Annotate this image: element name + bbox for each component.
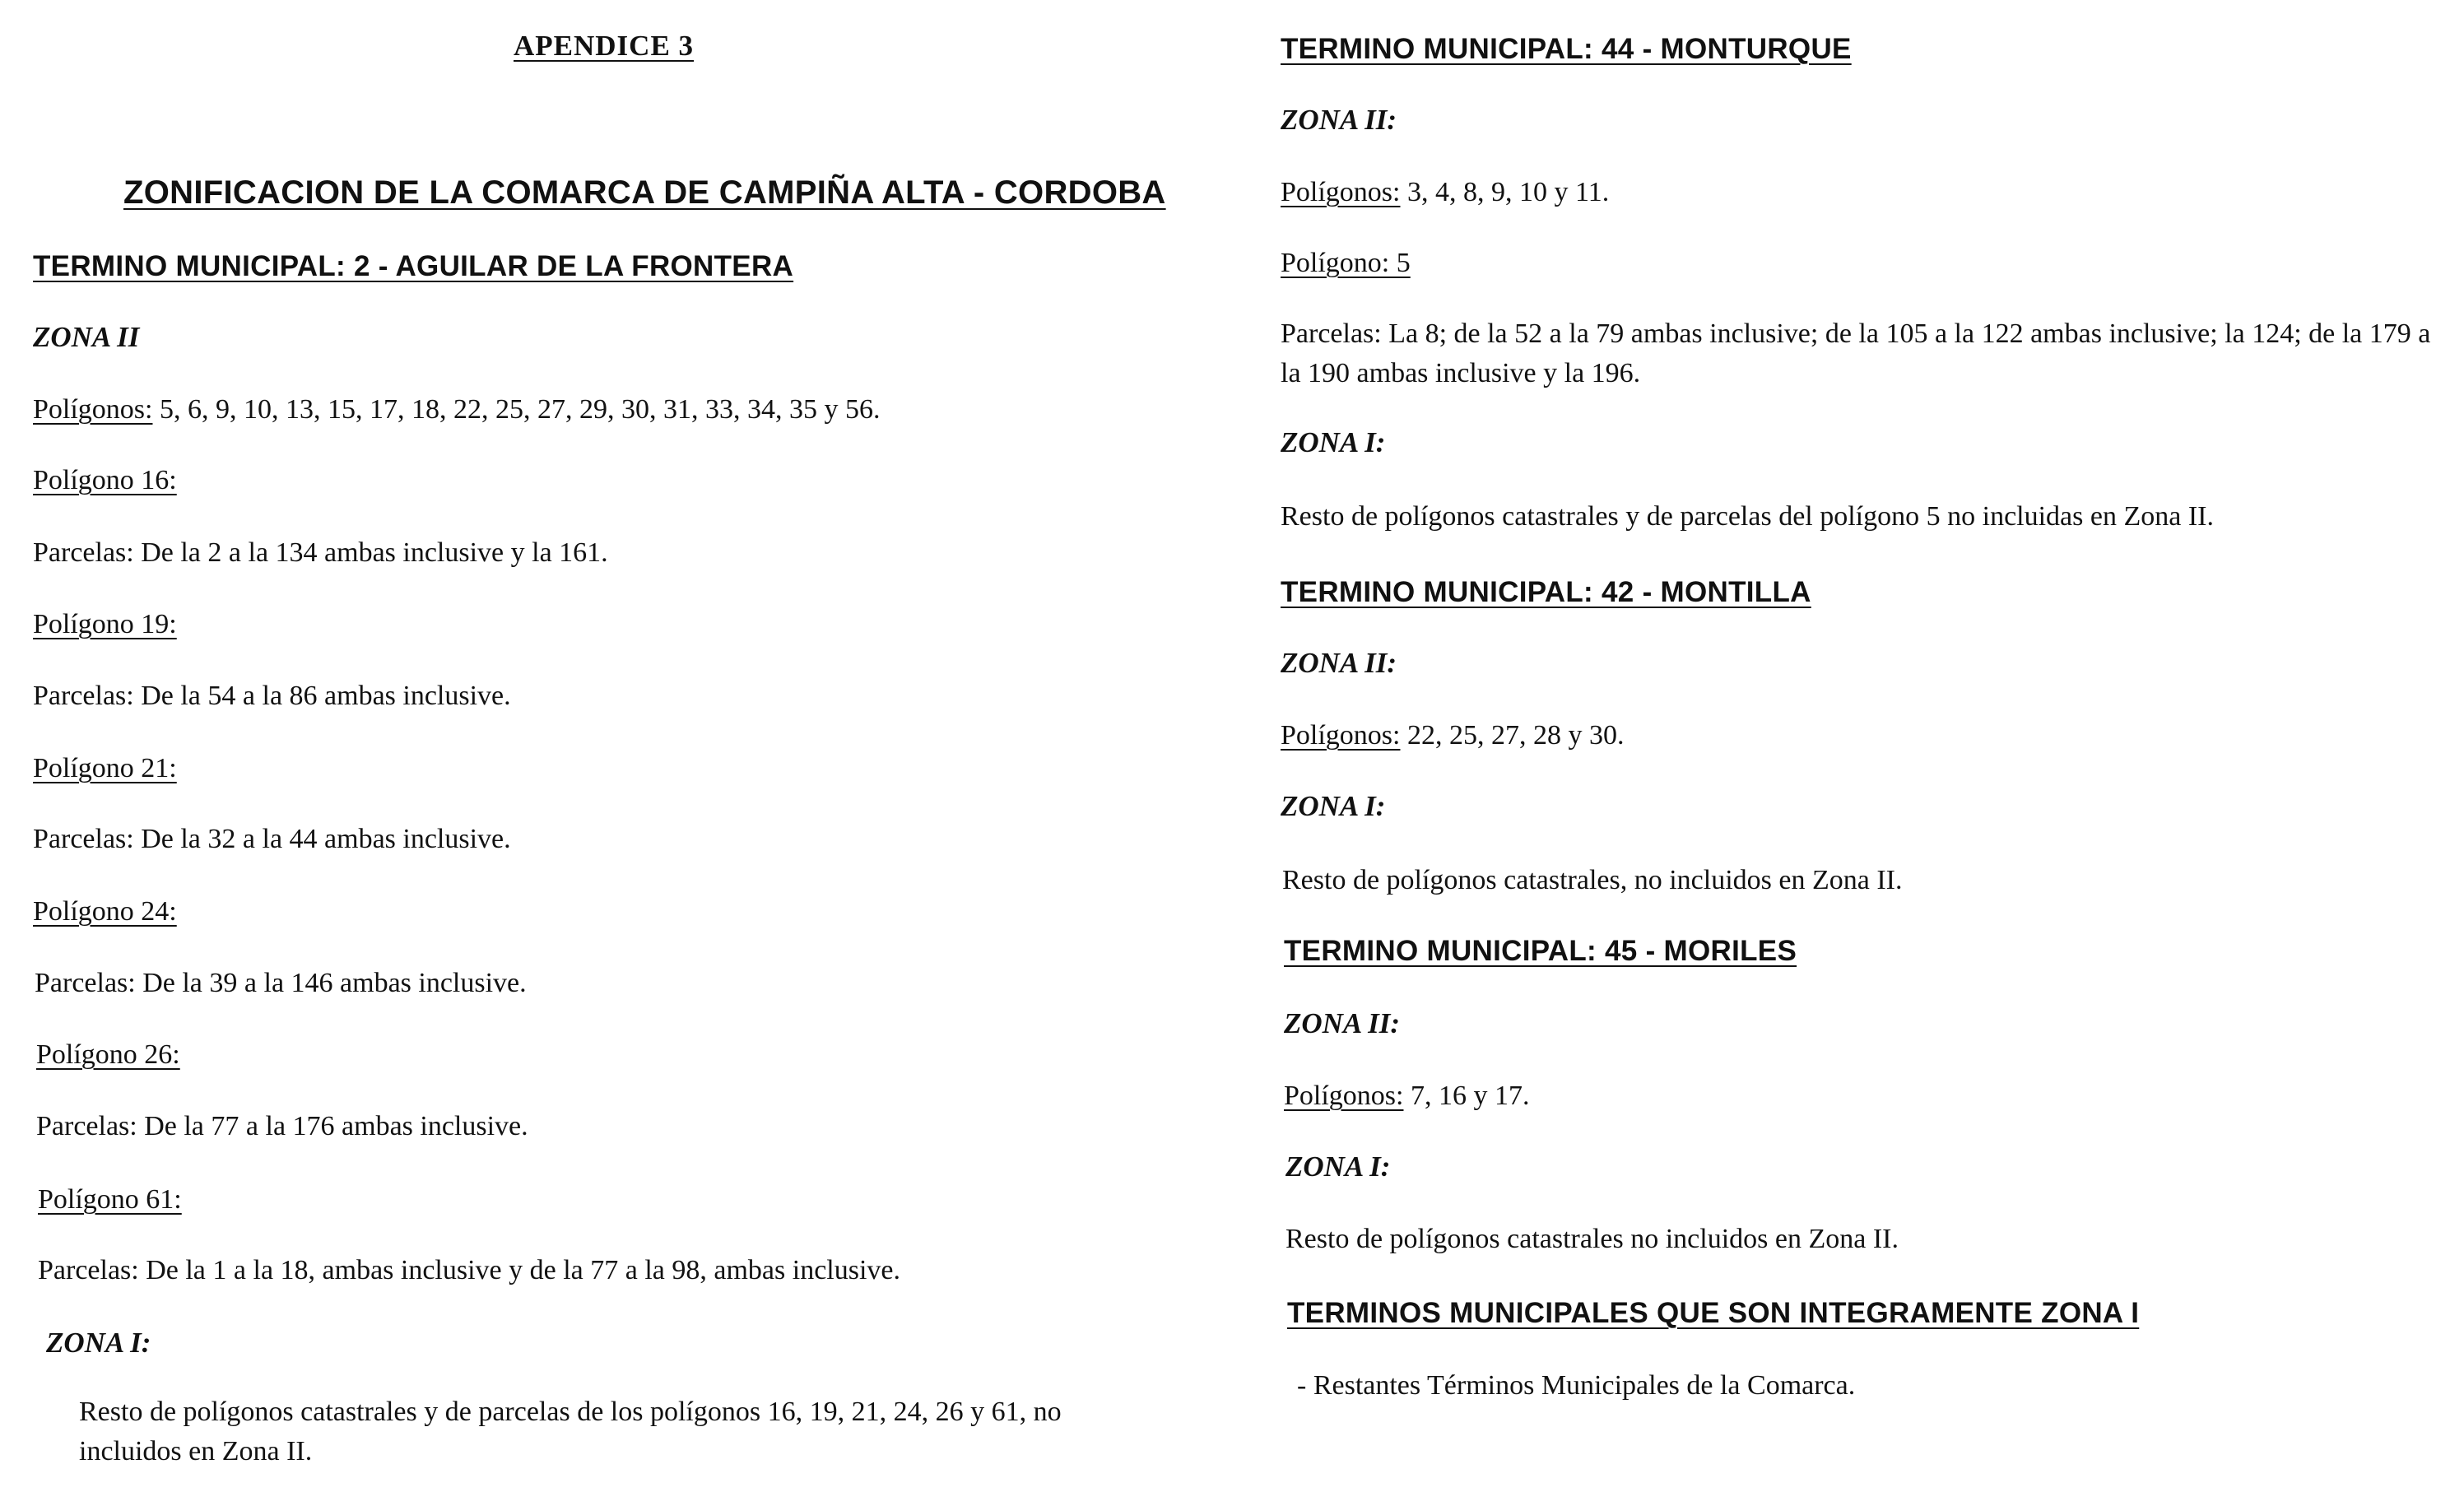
poligono-26-parcelas: Parcelas: De la 77 a la 176 ambas inclusive.	[36, 1111, 528, 1141]
poligono-26-label: Polígono 26:	[36, 1039, 180, 1070]
monturque-parcelas: Parcelas: La 8; de la 52 a la 79 ambas inclusive; de la 105 a la 122 ambas inclusive; la 124; de la 179 a la 190 ambas inclusive y la 196.	[1281, 318, 2431, 388]
montilla-poligonos-line	[1281, 718, 1624, 754]
poligono-16-label: Polígono 16:	[33, 465, 177, 495]
poligonos-line	[33, 392, 880, 428]
poligono-21-label: Polígono 21:	[33, 753, 177, 783]
main-title: ZONIFICACION DE LA COMARCA DE CAMPIÑA ALTA - CORDOBA	[123, 174, 1166, 211]
montilla-zona-ii-label: ZONA II:	[1281, 647, 1397, 679]
poligono-61-label: Polígono 61:	[38, 1184, 182, 1215]
monturque-zona-i-text: Resto de polígonos catastrales y de parcelas del polígono 5 no incluidas en Zona II.	[1281, 501, 2214, 532]
poligono-19-parcelas: Parcelas: De la 54 a la 86 ambas inclusive.	[33, 681, 511, 711]
montilla-poligonos-list: 22, 25, 27, 28 y 30.	[1400, 720, 1625, 751]
poligonos-list: 5, 6, 9, 10, 13, 15, 17, 18, 22, 25, 27, 29, 30, 31, 33, 34, 35 y 56.	[152, 394, 881, 425]
municipality-heading-monturque: TERMINO MUNICIPAL: 44 - MONTURQUE	[1281, 33, 1852, 65]
moriles-poligonos-line	[1284, 1078, 1529, 1114]
montilla-poligonos-label: Polígonos:	[1281, 720, 1401, 751]
moriles-zona-ii-label: ZONA II:	[1284, 1007, 1400, 1039]
moriles-zona-i-label: ZONA I:	[1285, 1150, 1391, 1183]
integral-zona-i-heading: TERMINOS MUNICIPALES QUE SON INTEGRAMENTE ZONA I	[1287, 1297, 2140, 1329]
municipality-heading-aguilar: TERMINO MUNICIPAL: 2 - AGUILAR DE LA FRONTERA	[33, 250, 794, 282]
monturque-zona-ii-label: ZONA II:	[1281, 104, 1397, 136]
poligono-24-parcelas: Parcelas: De la 39 a la 146 ambas inclusive.	[35, 968, 527, 998]
montilla-zona-i-text: Resto de polígonos catastrales, no incluidos en Zona II.	[1282, 865, 1903, 895]
moriles-zona-i-text: Resto de polígonos catastrales no incluidos en Zona II.	[1285, 1224, 1899, 1254]
poligono-21-parcelas: Parcelas: De la 32 a la 44 ambas inclusive.	[33, 824, 511, 854]
poligono-24-label: Polígono 24:	[33, 896, 177, 927]
municipality-heading-moriles: TERMINO MUNICIPAL: 45 - MORILES	[1284, 935, 1797, 967]
monturque-zona-i-label: ZONA I:	[1281, 426, 1386, 458]
monturque-poligono-5-label: Polígono: 5	[1281, 248, 1411, 278]
montilla-zona-i-label: ZONA I:	[1281, 790, 1386, 822]
moriles-poligonos-label: Polígonos:	[1284, 1081, 1404, 1111]
moriles-poligonos-list: 7, 16 y 17.	[1403, 1081, 1530, 1111]
monturque-poligonos-line	[1281, 174, 1609, 211]
municipality-heading-montilla: TERMINO MUNICIPAL: 42 - MONTILLA	[1281, 576, 1811, 608]
monturque-poligonos-label: Polígonos:	[1281, 177, 1401, 207]
monturque-poligonos-list: 3, 4, 8, 9, 10 y 11.	[1400, 177, 1610, 207]
poligono-16-parcelas: Parcelas: De la 2 a la 134 ambas inclusive y la 161.	[33, 537, 608, 568]
appendix-title: APENDICE 3	[514, 30, 695, 62]
zona-i-label: ZONA I:	[46, 1327, 151, 1359]
poligono-61-parcelas: Parcelas: De la 1 a la 18, ambas inclusive y de la 77 a la 98, ambas inclusive.	[38, 1255, 901, 1285]
poligonos-label: Polígonos:	[33, 394, 153, 425]
poligono-19-label: Polígono 19:	[33, 609, 177, 639]
integral-zona-i-text: - Restantes Términos Municipales de la Comarca.	[1297, 1370, 1856, 1401]
zona-i-text: Resto de polígonos catastrales y de parcelas de los polígonos 16, 19, 21, 24, 26 y 61, no incluidos en Zona II.	[79, 1397, 1062, 1466]
zona-ii-label: ZONA II	[33, 321, 140, 353]
